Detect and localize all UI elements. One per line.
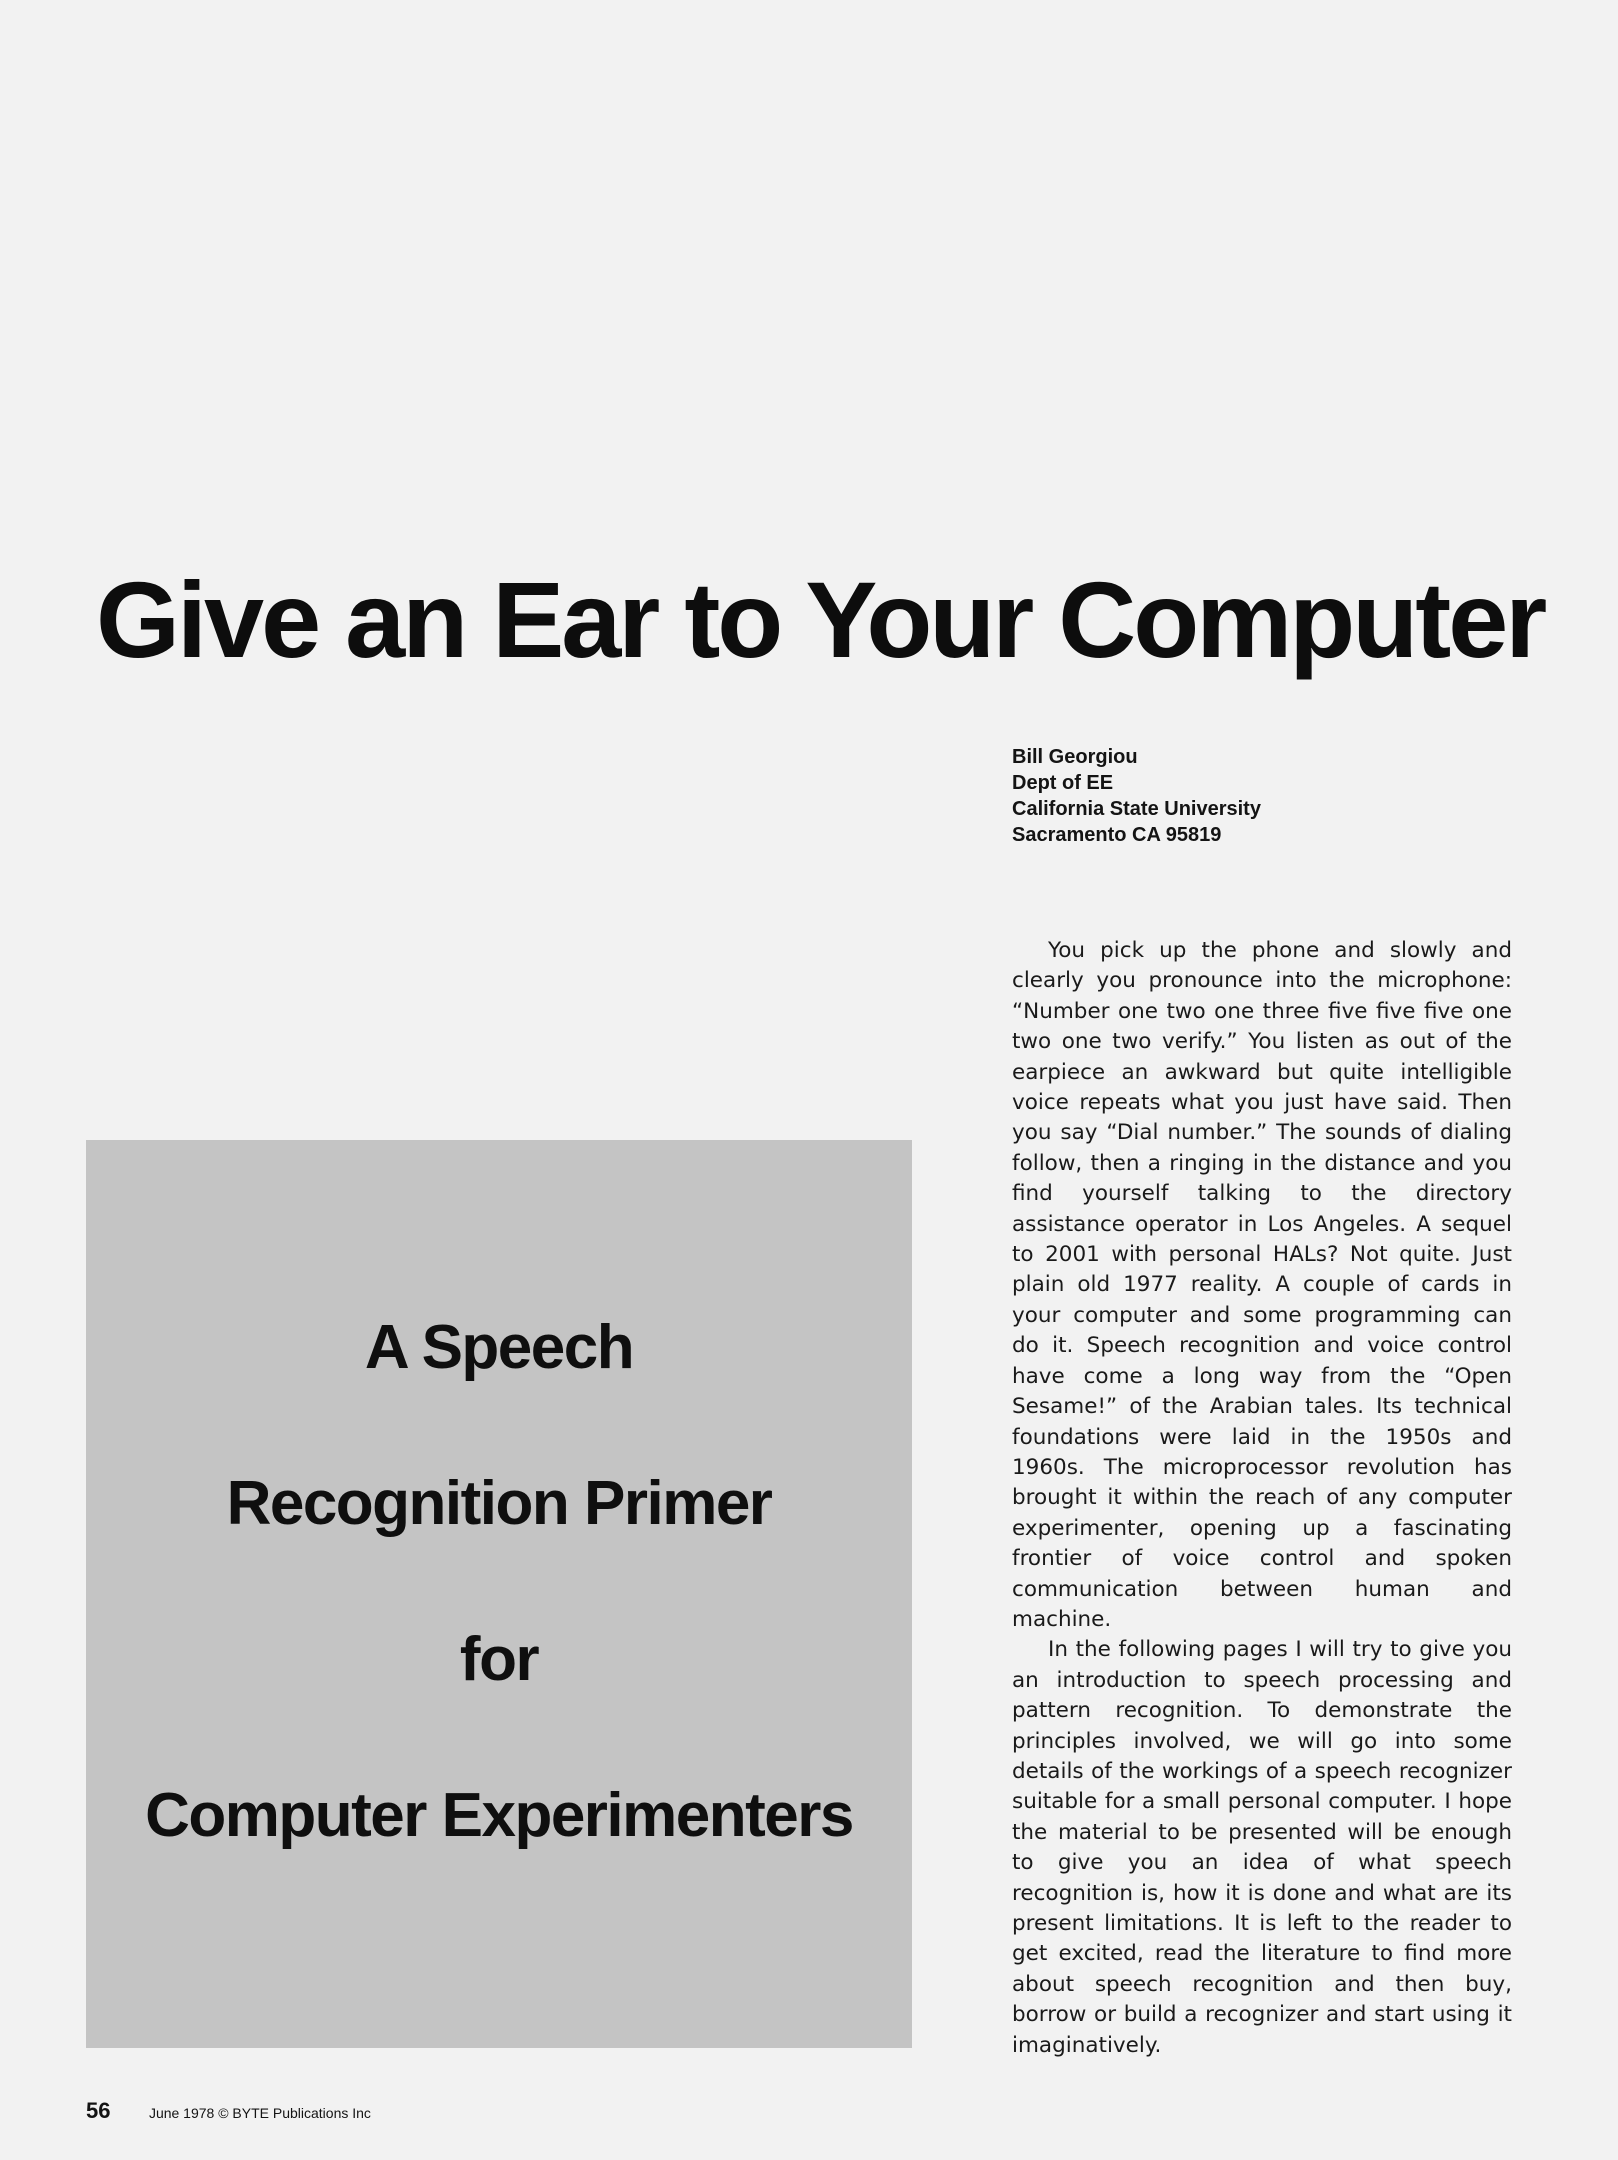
body-paragraph-1: You pick up the phone and slowly and clearly you pronounce into the microphone: “Number one two one three five five five one two one two verify.” You listen as out of the earpiece an awkward but quite intelligible voice repeats what you just have said. Then you say “Dial number.” The sounds of dialing follow, then a ringing in the distance and you find yourself talking to the directory assistance operator in Los Angeles. A sequel to 2001 with personal HALs? Not quite. Just plain old 1977 reality. A couple of cards in your computer and some programming can do it. Speech recognition and voice control have come a long way from the “Open Sesame!” of the Arabian tales. Its technical foundations were laid in the 1950s and 1960s. The microprocessor revolution has brought it within the reach of any computer experimenter, opening up a fascinating frontier of voice control and spoken communication between human and machine.: [1012, 938, 1512, 1632]
author-address: Sacramento CA 95819: [1012, 824, 1222, 846]
body-paragraph-2: In the following pages I will try to give you an introduction to speech processing and pattern recognition. To demonstrate the principles involved, we will go into some details of the workings of a speech recognizer suitable for a small personal computer. I hope the material to be presented will be enough to give you an idea of what speech recognition is, how it is done and what are its present limitations. It is left to the reader to get excited, read the literature to find more about speech recognition and then buy, borrow or build a recognizer and start using it imaginatively.: [1012, 1637, 1512, 2058]
subtitle-line-3: for: [459, 1625, 539, 1694]
page-number: 56: [86, 2098, 111, 2123]
author-byline: [1012, 744, 1532, 848]
subtitle-panel: [86, 1140, 912, 2048]
subtitle-line-4: Computer Experimenters: [145, 1781, 853, 1850]
page-footer: [86, 2098, 371, 2124]
subtitle-line-1: A Speech: [364, 1313, 634, 1382]
author-institution: California State University: [1012, 798, 1261, 820]
author-department: Dept of EE: [1012, 772, 1114, 794]
author-name: Bill Georgiou: [1012, 746, 1138, 768]
subtitle-line-2: Recognition Primer: [226, 1469, 772, 1538]
article-body: [1012, 936, 1512, 2061]
article-title: Give an Ear to Your Computer: [96, 559, 1545, 680]
publication-credit: June 1978 © BYTE Publications Inc: [148, 2105, 371, 2121]
